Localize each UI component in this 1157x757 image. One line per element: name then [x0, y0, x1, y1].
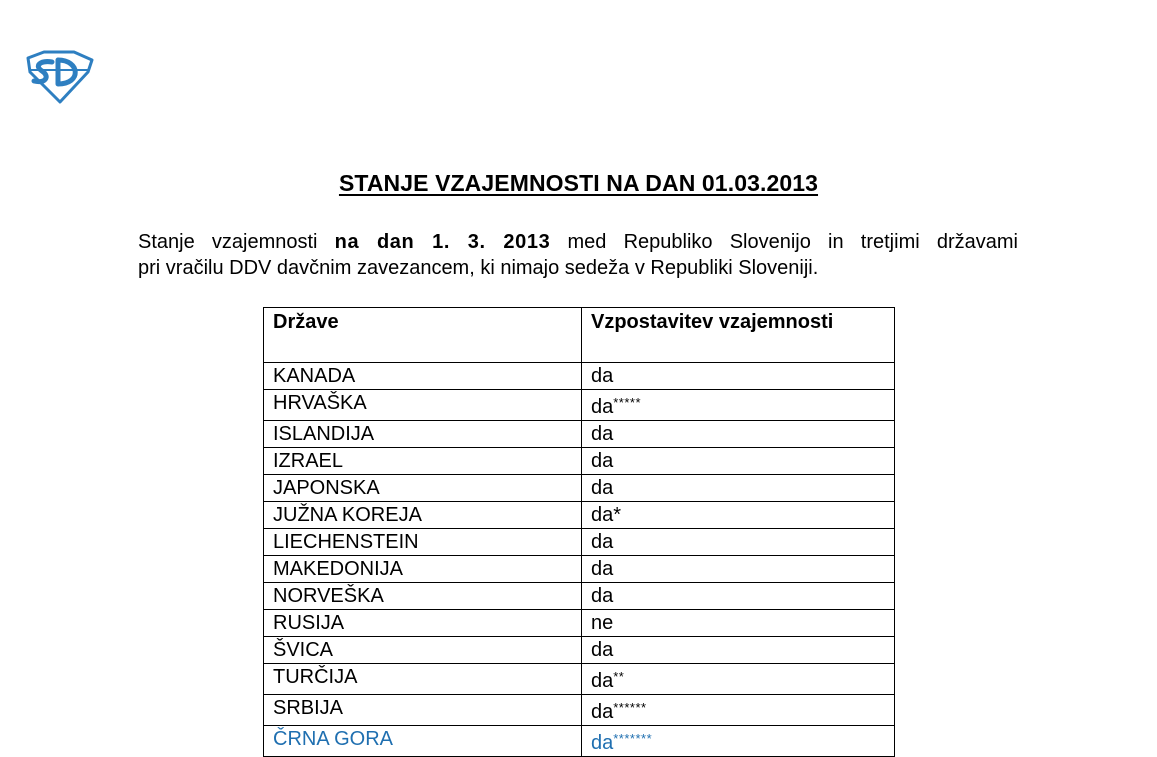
logo-icon	[22, 50, 96, 104]
value-text: da	[591, 477, 614, 499]
value-text: da	[591, 423, 614, 445]
country-cell: JAPONSKA	[264, 475, 582, 502]
intro-text-2: med Republiko Slovenijo in tretjimi državami	[550, 231, 1018, 253]
value-text: da	[591, 450, 614, 472]
document-title: STANJE VZAJEMNOSTI NA DAN 01.03.2013	[338, 170, 819, 196]
value-cell	[582, 475, 895, 502]
country-cell: ŠVICA	[264, 637, 582, 664]
value-cell	[582, 610, 895, 637]
table-row	[264, 556, 895, 583]
table-row	[264, 390, 895, 421]
value-text: da*	[591, 504, 622, 526]
table-row	[264, 664, 895, 695]
table-row	[264, 583, 895, 610]
header-reciprocity: Vzpostavitev vzajemnosti	[582, 308, 895, 363]
value-text: da	[591, 701, 614, 723]
table-header-row	[264, 308, 895, 363]
country-cell: IZRAEL	[264, 448, 582, 475]
value-cell	[582, 664, 895, 695]
footnote-mark: *****	[613, 395, 642, 410]
value-text: da	[591, 670, 614, 692]
table-row	[264, 448, 895, 475]
value-cell	[582, 363, 895, 390]
country-cell: NORVEŠKA	[264, 583, 582, 610]
table-row	[264, 695, 895, 726]
country-cell: ISLANDIJA	[264, 421, 582, 448]
country-cell: HRVAŠKA	[264, 390, 582, 421]
value-text: da	[591, 558, 614, 580]
intro-line-2: pri vračilu DDV davčnim zavezancem, ki nimajo sedeža v Republiki Sloveniji.	[138, 257, 819, 279]
intro-text-1: Stanje vzajemnosti	[138, 231, 335, 253]
value-cell	[582, 448, 895, 475]
value-cell	[582, 695, 895, 726]
value-cell	[582, 421, 895, 448]
country-cell: TURČIJA	[264, 664, 582, 695]
header-countries: Države	[264, 308, 582, 363]
value-cell	[582, 583, 895, 610]
footnote-mark: *******	[613, 731, 653, 746]
country-cell: ČRNA GORA	[264, 726, 582, 757]
country-cell: RUSIJA	[264, 610, 582, 637]
value-text: da	[591, 396, 614, 418]
country-cell: KANADA	[264, 363, 582, 390]
table-row	[264, 637, 895, 664]
value-text: da	[591, 639, 614, 661]
table-row	[264, 502, 895, 529]
table-row	[264, 363, 895, 390]
value-cell	[582, 390, 895, 421]
value-cell	[582, 529, 895, 556]
country-cell: MAKEDONIJA	[264, 556, 582, 583]
footnote-mark: **	[613, 669, 625, 684]
value-text: ne	[591, 612, 614, 634]
value-cell	[582, 637, 895, 664]
value-text: da	[591, 732, 614, 754]
value-cell	[582, 726, 895, 757]
footnote-mark: ******	[613, 700, 647, 715]
table-row	[264, 475, 895, 502]
table-row	[264, 421, 895, 448]
intro-line-1	[138, 229, 1018, 255]
intro-date-bold: na dan 1. 3. 2013	[334, 231, 551, 253]
value-text: da	[591, 531, 614, 553]
table-row	[264, 726, 895, 757]
reciprocity-table	[263, 307, 895, 757]
intro-paragraph	[138, 229, 1018, 281]
country-cell: LIECHENSTEIN	[264, 529, 582, 556]
value-cell	[582, 502, 895, 529]
country-cell: SRBIJA	[264, 695, 582, 726]
table-row	[264, 610, 895, 637]
value-text: da	[591, 365, 614, 387]
value-text: da	[591, 585, 614, 607]
value-cell	[582, 556, 895, 583]
country-cell: JUŽNA KOREJA	[264, 502, 582, 529]
table-row	[264, 529, 895, 556]
